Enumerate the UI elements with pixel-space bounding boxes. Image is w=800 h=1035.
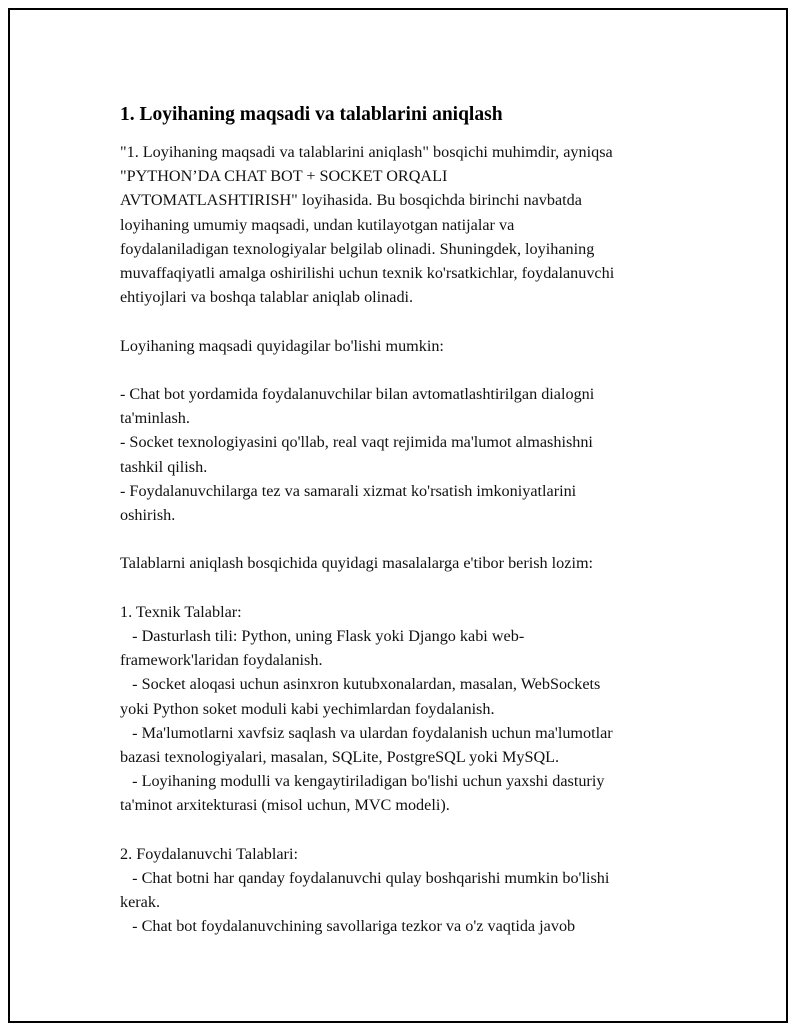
text-line: framework'laridan foydalanish. [120,651,323,670]
text-line: 2. Foydalanuvchi Talablari: [120,844,298,863]
text-line: oshirish. [120,506,176,525]
text-line: - Socket aloqasi uchun asinxron kutubxonalardan, masalan, WebSockets [120,675,601,694]
text-line: - Chat bot foydalanuvchining savollariga tezkor va o'z vaqtida javob [120,917,576,936]
document-body [120,102,690,939]
text-line: "1. Loyihaning maqsadi va talablarini aniqlash" bosqichi muhimdir, ayniqsa [120,143,613,161]
text-line: "PYTHON’DA CHAT BOT + SOCKET ORQALI [120,167,448,186]
text-line: 1. Texnik Talablar: [120,602,242,621]
blank-line [120,576,690,600]
text-line: - Chat botni har qanday foydalanuvchi qulay boshqarishi mumkin bo'lishi [120,869,610,888]
text-line: kerak. [120,893,160,912]
text-line: AVTOMATLASHTIRISH" loyihasida. Bu bosqichda birinchi navbatda [120,191,582,210]
text-line: bazasi texnologiyalari, masalan, SQLite, PostgreSQL yoki MySQL. [120,748,560,767]
page-frame [8,8,788,1023]
text-line: tashkil qilish. [120,457,208,476]
text-line: foydalaniladigan texnologiyalar belgilab olinadi. Shuningdek, loyihaning [120,239,595,258]
blank-line [120,527,690,551]
section-heading: 1. Loyihaning maqsadi va talablarini aniqlash [120,104,503,125]
text-line: - Ma'lumotlarni xavfsiz saqlash va ulardan foydalanish uchun ma'lumotlar [120,723,613,742]
paragraph-text [120,140,690,939]
text-line: ehtiyojlari va boshqa talablar aniqlab olinadi. [120,288,414,307]
text-line: ta'minot arxitekturasi (misol uchun, MVC modeli). [120,796,450,815]
blank-line [120,309,690,333]
text-line: - Dasturlash tili: Python, uning Flask yoki Django kabi web- [120,627,525,645]
blank-line [120,358,690,382]
blank-line [120,818,690,842]
text-line: loyihaning umumiy maqsadi, undan kutilayotgan natijalar va [120,215,515,234]
text-line: - Socket texnologiyasini qo'llab, real vaqt rejimida ma'lumot almashishni [120,433,593,452]
text-line: - Loyihaning modulli va kengaytiriladigan bo'lishi uchun yaxshi dasturiy [120,772,605,791]
text-line: - Chat bot yordamida foydalanuvchilar bilan avtomatlashtirilgan dialogni [120,385,595,403]
text-line: - Foydalanuvchilarga tez va samarali xizmat ko'rsatish imkoniyatlarini [120,481,577,500]
text-line: muvaffaqiyatli amalga oshirilishi uchun texnik ko'rsatkichlar, foydalanuvchi [120,264,615,283]
text-line: ta'minlash. [120,409,190,428]
text-line: Loyihaning maqsadi quyidagilar bo'lishi mumkin: [120,336,444,355]
text-line: Talablarni aniqlash bosqichida quyidagi masalalarga e'tibor berish lozim: [120,554,594,573]
text-line: yoki Python soket moduli kabi yechimlardan foydalanish. [120,699,495,718]
